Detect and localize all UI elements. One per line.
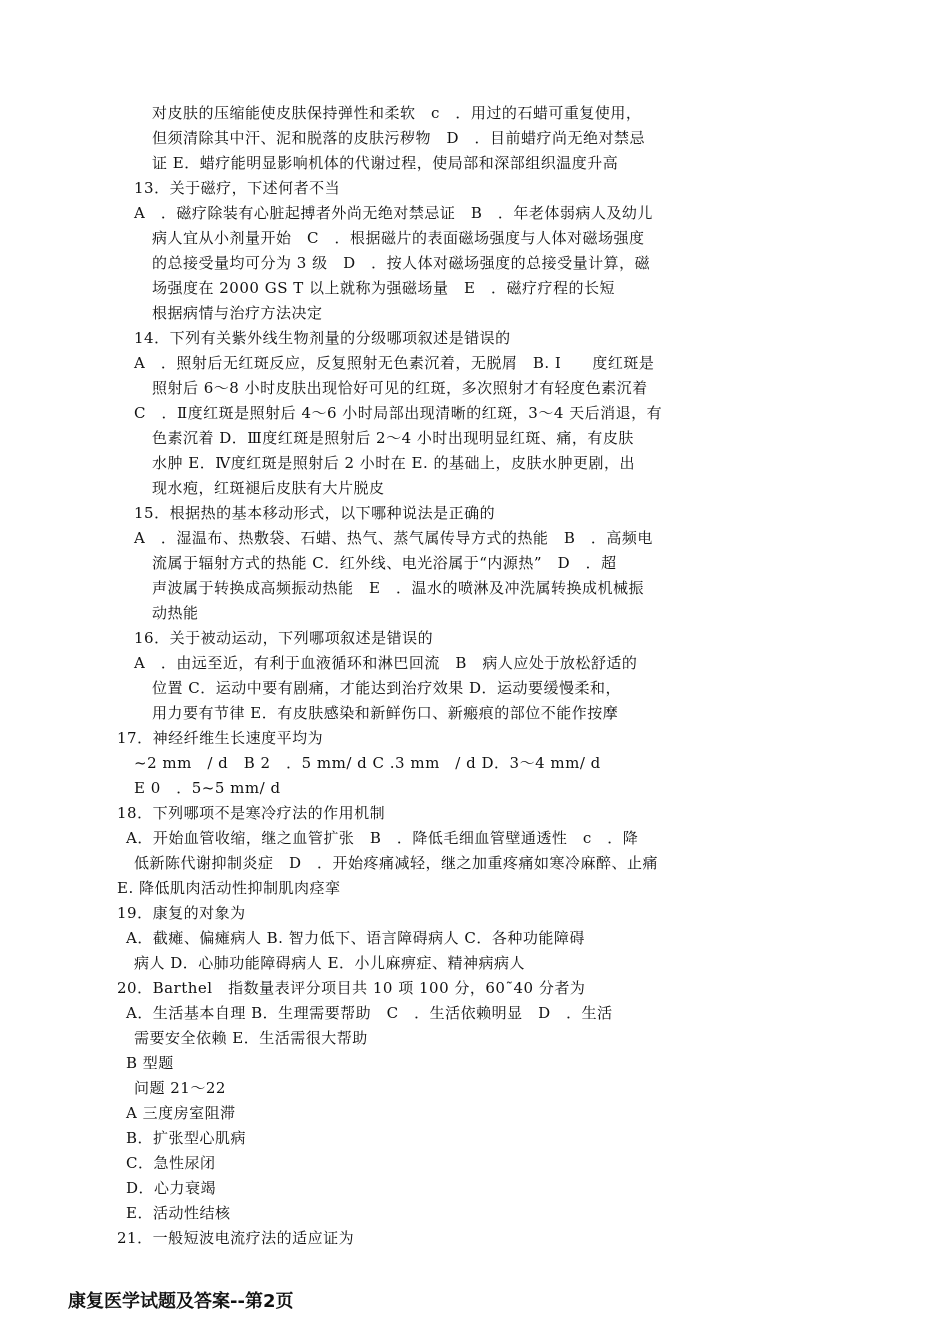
text-line: 动热能 — [152, 604, 199, 622]
text-line: A．生活基本自理 B．生理需要帮助 C ．生活依赖明显 D ．生活 — [126, 1004, 613, 1022]
text-line: A ．磁疗除装有心脏起搏者外尚无绝对禁忌证 B ．年老体弱病人及幼儿 — [134, 204, 653, 222]
text-line: 色素沉着 D．Ⅲ度红斑是照射后 2～4 小时出现明显红斑、痛，有皮肤 — [152, 429, 634, 447]
question-21: 21．一般短波电流疗法的适应证为 — [117, 1229, 355, 1247]
text-line: 照射后 6～8 小时皮肤出现恰好可见的红斑，多次照射才有轻度色素沉着 — [152, 379, 648, 397]
question-13: 13．关于磁疗，下述何者不当 — [134, 179, 341, 197]
question-18: 18．下列哪项不是寒冷疗法的作用机制 — [117, 804, 386, 822]
text-line: 场强度在 2000 GS T 以上就称为强磁场量 E ．磁疗疗程的长短 — [152, 279, 615, 297]
text-line: 位置 C．运动中要有剧痛，才能达到治疗效果 D．运动要缓慢柔和， — [152, 679, 622, 697]
option-line: C．急性尿闭 — [126, 1154, 216, 1172]
text-line: 证 E．蜡疗能明显影响机体的代谢过程，使局部和深部组织温度升高 — [152, 154, 619, 172]
option-line: E．活动性结核 — [126, 1204, 231, 1222]
text-line: C ．Ⅱ度红斑是照射后 4～6 小时局部出现清晰的红斑，3～4 天后消退，有 — [134, 404, 663, 422]
question-19: 19．康复的对象为 — [117, 904, 246, 922]
text-line: 流属于辐射方式的热能 C．红外线、电光浴属于“内源热” D ．超 — [152, 554, 617, 572]
option-line: A 三度房室阻滞 — [126, 1104, 236, 1122]
text-line: 根据病情与治疗方法决定 — [152, 304, 323, 322]
question-17: 17．神经纤维生长速度平均为 — [117, 729, 324, 747]
text-line: 的总接受量均可分为 3 级 D ．按人体对磁场强度的总接受量计算，磁 — [152, 254, 651, 272]
text-line: ~2 mm / d B 2 ．5 mm/ d C .3 mm / d D．3～4 mm/ d — [134, 754, 601, 772]
text-line: 水肿 E．Ⅳ度红斑是照射后 2 小时在 E. 的基础上，皮肤水肿更剧，出 — [152, 454, 636, 472]
text-line: 但须清除其中汗、泥和脱落的皮肤污秽物 D ．目前蜡疗尚无绝对禁忌 — [152, 129, 646, 147]
text-line: 对皮肤的压缩能使皮肤保持弹性和柔软 c ．用过的石蜡可重复使用， — [152, 104, 642, 122]
option-line: B．扩张型心肌病 — [126, 1129, 247, 1147]
text-line: E. 降低肌肉活动性抑制肌肉痉挛 — [117, 879, 341, 897]
text-line: 低新陈代谢抑制炎症 D ．开始疼痛减轻，继之加重疼痛如寒冷麻醉、止痛 — [134, 854, 659, 872]
question-20: 20．Barthel 指数量表评分项目共 10 项 100 分，60˜40 分者为 — [117, 979, 586, 997]
option-line: D．心力衰竭 — [126, 1179, 217, 1197]
text-line: E 0 ．5~5 mm/ d — [134, 779, 281, 797]
text-line: A．开始血管收缩，继之血管扩张 B ．降低毛细血管壁通透性 c ．降 — [126, 829, 639, 847]
text-line: 声波属于转换成高频振动热能 E ．温水的喷淋及冲洗属转换成机械振 — [152, 579, 644, 597]
page-footer: 康复医学试题及答案--第2页 — [68, 1291, 294, 1312]
text-line: A ．由远至近，有利于血液循环和淋巴回流 B 病人应处于放松舒适的 — [134, 654, 638, 672]
text-line: 问题 21～22 — [134, 1079, 226, 1097]
text-line: 现水疱，红斑褪后皮肤有大片脱皮 — [152, 479, 385, 497]
text-line: 病人 D．心肺功能障碍病人 E．小儿麻痹症、精神病病人 — [134, 954, 526, 972]
text-line: 病人宜从小剂量开始 C ．根据磁片的表面磁场强度与人体对磁场强度 — [152, 229, 645, 247]
text-line: A．截瘫、偏瘫病人 B. 智力低下、语言障碍病人 C．各种功能障碍 — [126, 929, 585, 947]
text-line: A ．湿温布、热敷袋、石蜡、热气、蒸气属传导方式的热能 B ．高频电 — [134, 529, 653, 547]
question-16: 16．关于被动运动，下列哪项叙述是错误的 — [134, 629, 434, 647]
text-line: 需要安全依赖 E．生活需很大帮助 — [134, 1029, 368, 1047]
question-14: 14．下列有关紫外线生物剂量的分级哪项叙述是错误的 — [134, 329, 511, 347]
section-heading: B 型题 — [126, 1054, 174, 1072]
text-line: 用力要有节律 E．有皮肤感染和新鲜伤口、新瘢痕的部位不能作按摩 — [152, 704, 619, 722]
question-15: 15．根据热的基本移动形式，以下哪种说法是正确的 — [134, 504, 496, 522]
text-line: A ．照射后无红斑反应，反复照射无色素沉着，无脱屑 B. I 度红斑是 — [134, 354, 655, 372]
